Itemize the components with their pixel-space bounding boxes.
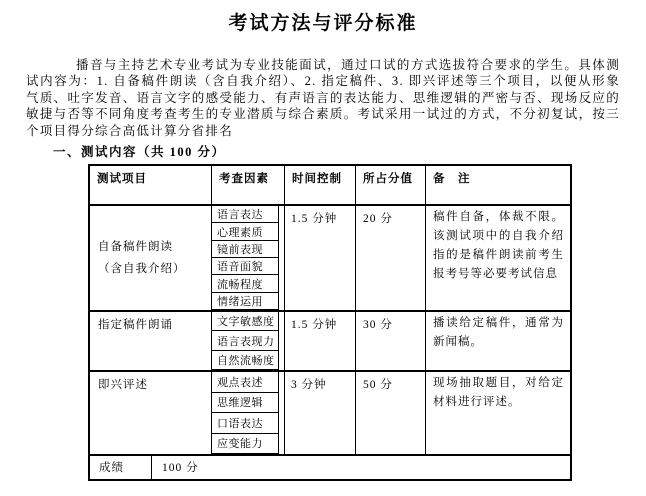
factor-box-stack xyxy=(212,372,279,454)
item-line: （含自我介绍） xyxy=(98,263,186,276)
factor-box: 镜前表现 xyxy=(212,241,279,258)
time-cell: 1.5 分钟 xyxy=(285,206,356,310)
note-cell: 现场抽取题目，对给定材料进行评述。 xyxy=(433,377,564,409)
intro-paragraph: 播音与主持艺术专业考试为专业技能面试，通过口试的方式选拔符合要求的学生。具体测试内容为：1. 自备稿件朗读（含自我介绍）、2. 指定稿件、3. 即兴评述等三个项目，以便从形象气质、吐字发音、语言文字的感受能力、有声语言的表达能力、思维逻辑的严密与否、现场反应的敏捷与否等不同角度考查考生的专业潜质与综合素质。考试采用一试过的方式，不分初复试，按三个项目得分综合高低计算分省排名 xyxy=(26,58,620,138)
header-cell-item: 测试项目 xyxy=(90,166,212,204)
section-heading: 一、测试内容（共 100 分） xyxy=(53,145,226,160)
header-cell-time: 时间控制 xyxy=(285,166,356,204)
table-header-row xyxy=(90,166,570,204)
table-row xyxy=(90,204,570,310)
header-cell-factors: 考查因素 xyxy=(212,166,285,204)
factor-box: 文字敏感度 xyxy=(212,312,279,331)
item-cell xyxy=(90,206,212,310)
factor-box: 思维逻辑 xyxy=(212,393,279,414)
factor-box: 自然流畅度 xyxy=(212,351,279,370)
factors-cell xyxy=(212,312,285,370)
factor-box: 应变能力 xyxy=(212,434,279,455)
note-cell: 播读给定稿件，通常为新闻稿。 xyxy=(433,317,564,349)
header-cell-score: 所占分值 xyxy=(356,166,426,204)
page-title: 考试方法与评分标准 xyxy=(228,13,418,34)
factor-box: 流畅程度 xyxy=(212,275,279,292)
table-row xyxy=(90,310,570,370)
item-line: 自备稿件朗读 xyxy=(98,241,173,254)
factor-box: 语音面貌 xyxy=(212,258,279,275)
time-cell: 1.5 分钟 xyxy=(285,312,356,370)
note-cell: 稿件自备，体裁不限。该测试项中的自我介绍指的是稿件朗读前考生报考号等必要考试信息 xyxy=(433,211,564,281)
result-label-cell: 成绩 xyxy=(90,456,152,479)
score-cell: 20 分 xyxy=(356,206,426,310)
exam-table xyxy=(88,164,572,481)
score-cell: 50 分 xyxy=(356,372,426,454)
factors-cell xyxy=(212,206,285,310)
factor-box: 口语表达 xyxy=(212,413,279,434)
item-cell: 指定稿件朗诵 xyxy=(90,312,212,370)
table-footer-row xyxy=(90,454,570,479)
factor-box-stack xyxy=(212,312,279,370)
factor-box: 情绪运用 xyxy=(212,293,279,310)
score-cell: 30 分 xyxy=(356,312,426,370)
result-value-cell: 100 分 xyxy=(162,462,199,475)
header-cell-note: 备 注 xyxy=(433,173,471,186)
item-cell: 即兴评述 xyxy=(90,372,212,454)
factors-cell xyxy=(212,372,285,454)
factor-box: 语言表现力 xyxy=(212,331,279,350)
table-row xyxy=(90,370,570,454)
factor-box: 语言表达 xyxy=(212,206,279,223)
factor-box: 心理素质 xyxy=(212,223,279,240)
time-cell: 3 分钟 xyxy=(285,372,356,454)
factor-box-stack xyxy=(212,206,279,310)
factor-box: 观点表述 xyxy=(212,372,279,393)
